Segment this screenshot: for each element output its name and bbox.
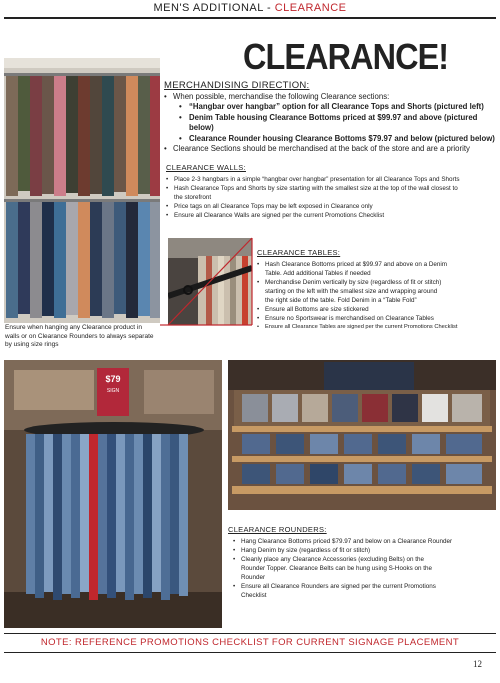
tables-item: • Merchandise Denim vertically by size (regardless of fit or stitch) [257,278,498,287]
rounders-item-continued: Rounder [241,574,266,581]
rounders-item: • Cleanly place any Clearance Accessories (excluding Belts) on the [233,555,496,564]
merchandising-sub-item: • “Hangbar over hangbar” option for all Clearance Tops and Shorts (pictured left) [164,102,498,112]
rounders-heading: CLEARANCE ROUNDERS: [228,525,327,534]
tables-item-continued: starting on the left with the smallest size and wrapping around [265,288,438,295]
rounders-list [228,537,496,600]
merchandising-sub-item: • Clearance Rounder housing Clearance Bottoms $79.97 and below (pictured below) [164,134,498,144]
walls-item: • Hash Clearance Tops and Shorts by size starting with the smallest size at the top of the wall closest to [166,184,498,193]
tables-section [257,248,498,332]
header-highlight: CLEARANCE [274,2,347,14]
rounders-item: • Ensure all Clearance Rounders are signed per the current Promotions [233,582,496,591]
denim-table-photo [228,360,496,510]
rounders-item: • Hang Clearance Bottoms priced $79.97 and below on a Clearance Rounder [233,537,496,546]
footer-note: NOTE: REFERENCE PROMOTIONS CHECKLIST FOR CURRENT SIGNAGE PLACEMENT [40,637,460,648]
walls-item: • Place 2-3 hangbars in a simple “hangbar over hangbar” presentation for all Clearance Tops and Shorts [166,175,498,184]
rounder-sign-label: SIGN [106,388,120,394]
merchandising-intro: • When possible, merchandise the following Clearance sections: [164,92,498,102]
tables-item: • Ensure all Clearance Tables are signed per the current Promotions Checklist [257,323,498,332]
walls-heading: CLEARANCE WALLS: [166,163,246,172]
header-prefix: MEN'S ADDITIONAL - [153,2,275,14]
tables-item-continued: Table. Add additional Tables if needed [265,270,371,277]
clearance-rounder-photo [4,360,222,628]
rounders-item-continued: Rounder Topper. Clearance Belts can be hung using S-Hooks on the [241,565,433,572]
footer-rule-bottom [4,652,496,653]
tables-item: • Hash Clearance Bottoms priced at $99.97 and above on a Denim [257,260,498,269]
tables-heading: CLEARANCE TABLES: [257,248,341,257]
walls-item-continued: the storefront [174,194,212,201]
tables-item: • Ensure no Sportswear is merchandised on Clearance Tables [257,314,498,323]
tables-item-continued: the right side of the table. Fold Denim in a “Table Fold” [265,297,417,304]
merchandising-heading: MERCHANDISING DIRECTION: [164,80,310,91]
page-title: CLEARANCE! [243,36,449,77]
walls-item: • Ensure all Clearance Walls are signed per the current Promotions Checklist [166,211,498,220]
merchandising-outro: • Clearance Sections should be merchandised at the back of the store and are a priority [164,144,498,154]
tables-item: • Ensure all Bottoms are size stickered [257,305,498,314]
rounders-section [228,525,496,600]
rounders-item: • Hang Denim by size (regardless of fit or stitch) [233,546,496,555]
walls-item: • Price tags on all Clearance Tops may be left exposed in Clearance only [166,202,498,211]
merchandising-sub-item: • Denim Table housing Clearance Bottoms priced at $99.97 and above (pictured below) [164,113,498,134]
tables-list [257,260,498,332]
rounders-item-continued: Checklist [241,592,267,599]
size-ring-caption: Ensure when hanging any Clearance product in walls or on Clearance Rounders to always separate by using size rings [5,324,154,349]
footer-rule-top [4,633,496,634]
page-number: 12 [473,659,482,669]
rounder-sign-price: $79 [105,374,121,384]
